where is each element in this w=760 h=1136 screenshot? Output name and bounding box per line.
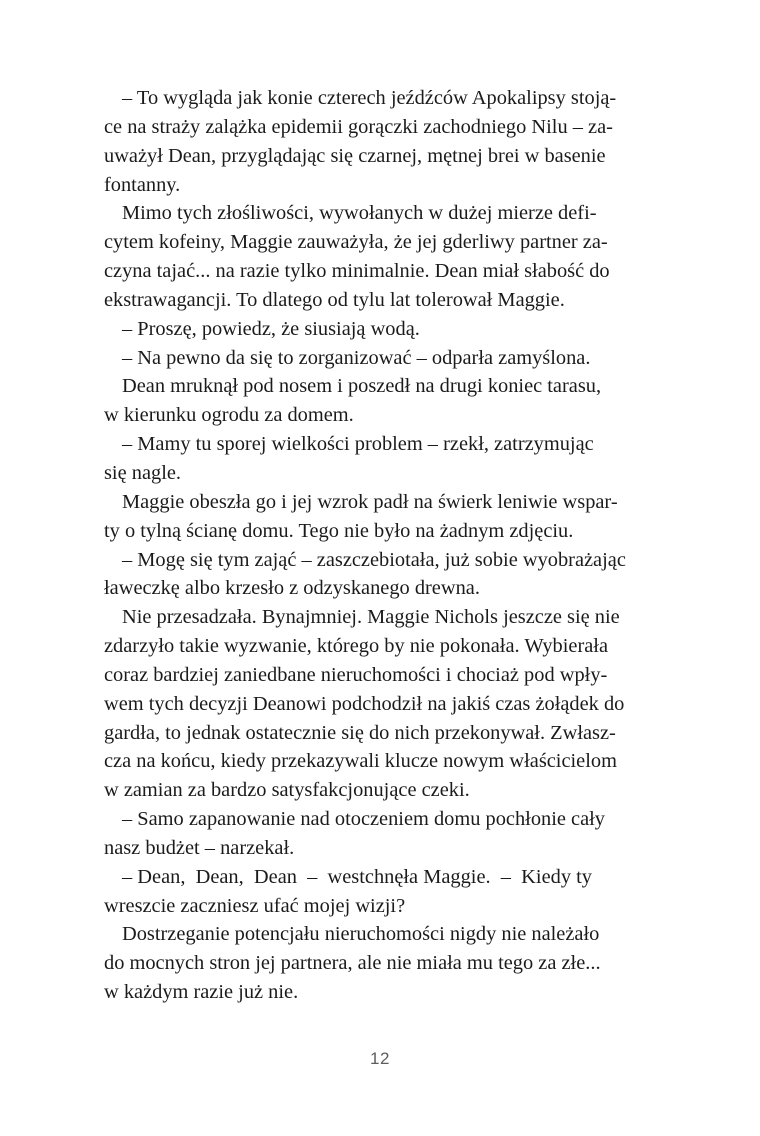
- text-line: ławeczkę albo krzesło z odzyskanego drewna.: [104, 577, 480, 600]
- paragraph: [104, 488, 655, 546]
- paragraph: [104, 603, 655, 805]
- text-line: ce na straży zalążka epidemii gorączki zachodniego Nilu – za-: [104, 115, 613, 138]
- text-line: – Mamy tu sporej wielkości problem – rzekł, zatrzymując: [122, 433, 594, 456]
- text-line: – Proszę, powiedz, że siusiają wodą.: [122, 317, 420, 340]
- text-line: – Dean, Dean, Dean – westchnęła Maggie. – Kiedy ty: [122, 865, 592, 888]
- paragraph: [104, 863, 655, 921]
- text-line: cytem kofeiny, Maggie zauważyła, że jej gderliwy partner za-: [104, 231, 608, 254]
- text-line: do mocnych stron jej partnera, ale nie miała mu tego za złe...: [104, 952, 601, 975]
- text-line: – Mogę się tym zająć – zaszczebiotała, już sobie wyobrażając: [122, 548, 626, 571]
- text-line: ty o tylną ścianę domu. Tego nie było na żadnym zdjęciu.: [104, 519, 574, 542]
- paragraph: [104, 430, 655, 488]
- paragraph: [104, 344, 655, 373]
- text-line: – To wygląda jak konie czterech jeźdźców Apokalipsy stoją-: [122, 87, 617, 109]
- text-line: gardła, to jednak ostatecznie się do nich przekonywał. Zwłasz-: [104, 721, 616, 744]
- text-line: w kierunku ogrodu za domem.: [104, 404, 354, 427]
- text-line: – Samo zapanowanie nad otoczeniem domu pochłonie cały: [122, 808, 605, 831]
- text-line: cza na końcu, kiedy przekazywali klucze nowym właścicielom: [104, 750, 617, 773]
- text-line: się nagle.: [104, 461, 182, 484]
- paragraph: [104, 546, 655, 604]
- text-line: nasz budżet – narzekał.: [104, 836, 295, 859]
- text-line: wreszcie zaczniesz ufać mojej wizji?: [104, 894, 406, 917]
- paragraph: [104, 372, 655, 430]
- text-line: coraz bardziej zaniedbane nieruchomości i chociaż pod wpły-: [104, 663, 608, 686]
- page-text-block: [104, 84, 655, 1007]
- text-line: Dostrzeganie potencjału nieruchomości nigdy nie należało: [122, 923, 600, 946]
- text-line: uważył Dean, przyglądając się czarnej, mętnej brei w basenie: [104, 144, 606, 167]
- text-line: ekstrawagancji. To dlatego od tylu lat tolerował Maggie.: [104, 288, 565, 311]
- page-number: 12: [370, 1049, 390, 1068]
- paragraph: [104, 315, 655, 344]
- text-line: fontanny.: [104, 173, 181, 196]
- paragraph: [104, 84, 655, 199]
- text-line: Nie przesadzała. Bynajmniej. Maggie Nichols jeszcze się nie: [122, 606, 620, 629]
- text-line: – Na pewno da się to zorganizować – odparła zamyślona.: [122, 346, 591, 369]
- text-line: w każdym razie już nie.: [104, 981, 299, 1004]
- text-line: Maggie obeszła go i jej wzrok padł na świerk leniwie wspar-: [122, 490, 618, 513]
- text-line: wem tych decyzji Deanowi podchodził na jakiś czas żołądek do: [104, 692, 625, 715]
- text-line: czyna tajać... na razie tylko minimalnie. Dean miał słabość do: [104, 260, 610, 283]
- text-line: Dean mruknął pod nosem i poszedł na drugi koniec tarasu,: [122, 375, 602, 398]
- paragraph: [104, 199, 655, 314]
- paragraph: [104, 920, 655, 1007]
- text-line: Mimo tych złośliwości, wywołanych w dużej mierze defi-: [122, 202, 597, 225]
- text-line: zdarzyło takie wyzwanie, którego by nie pokonała. Wybierała: [104, 635, 609, 658]
- text-line: w zamian za bardzo satysfakcjonujące czeki.: [104, 779, 470, 802]
- paragraph: [104, 805, 655, 863]
